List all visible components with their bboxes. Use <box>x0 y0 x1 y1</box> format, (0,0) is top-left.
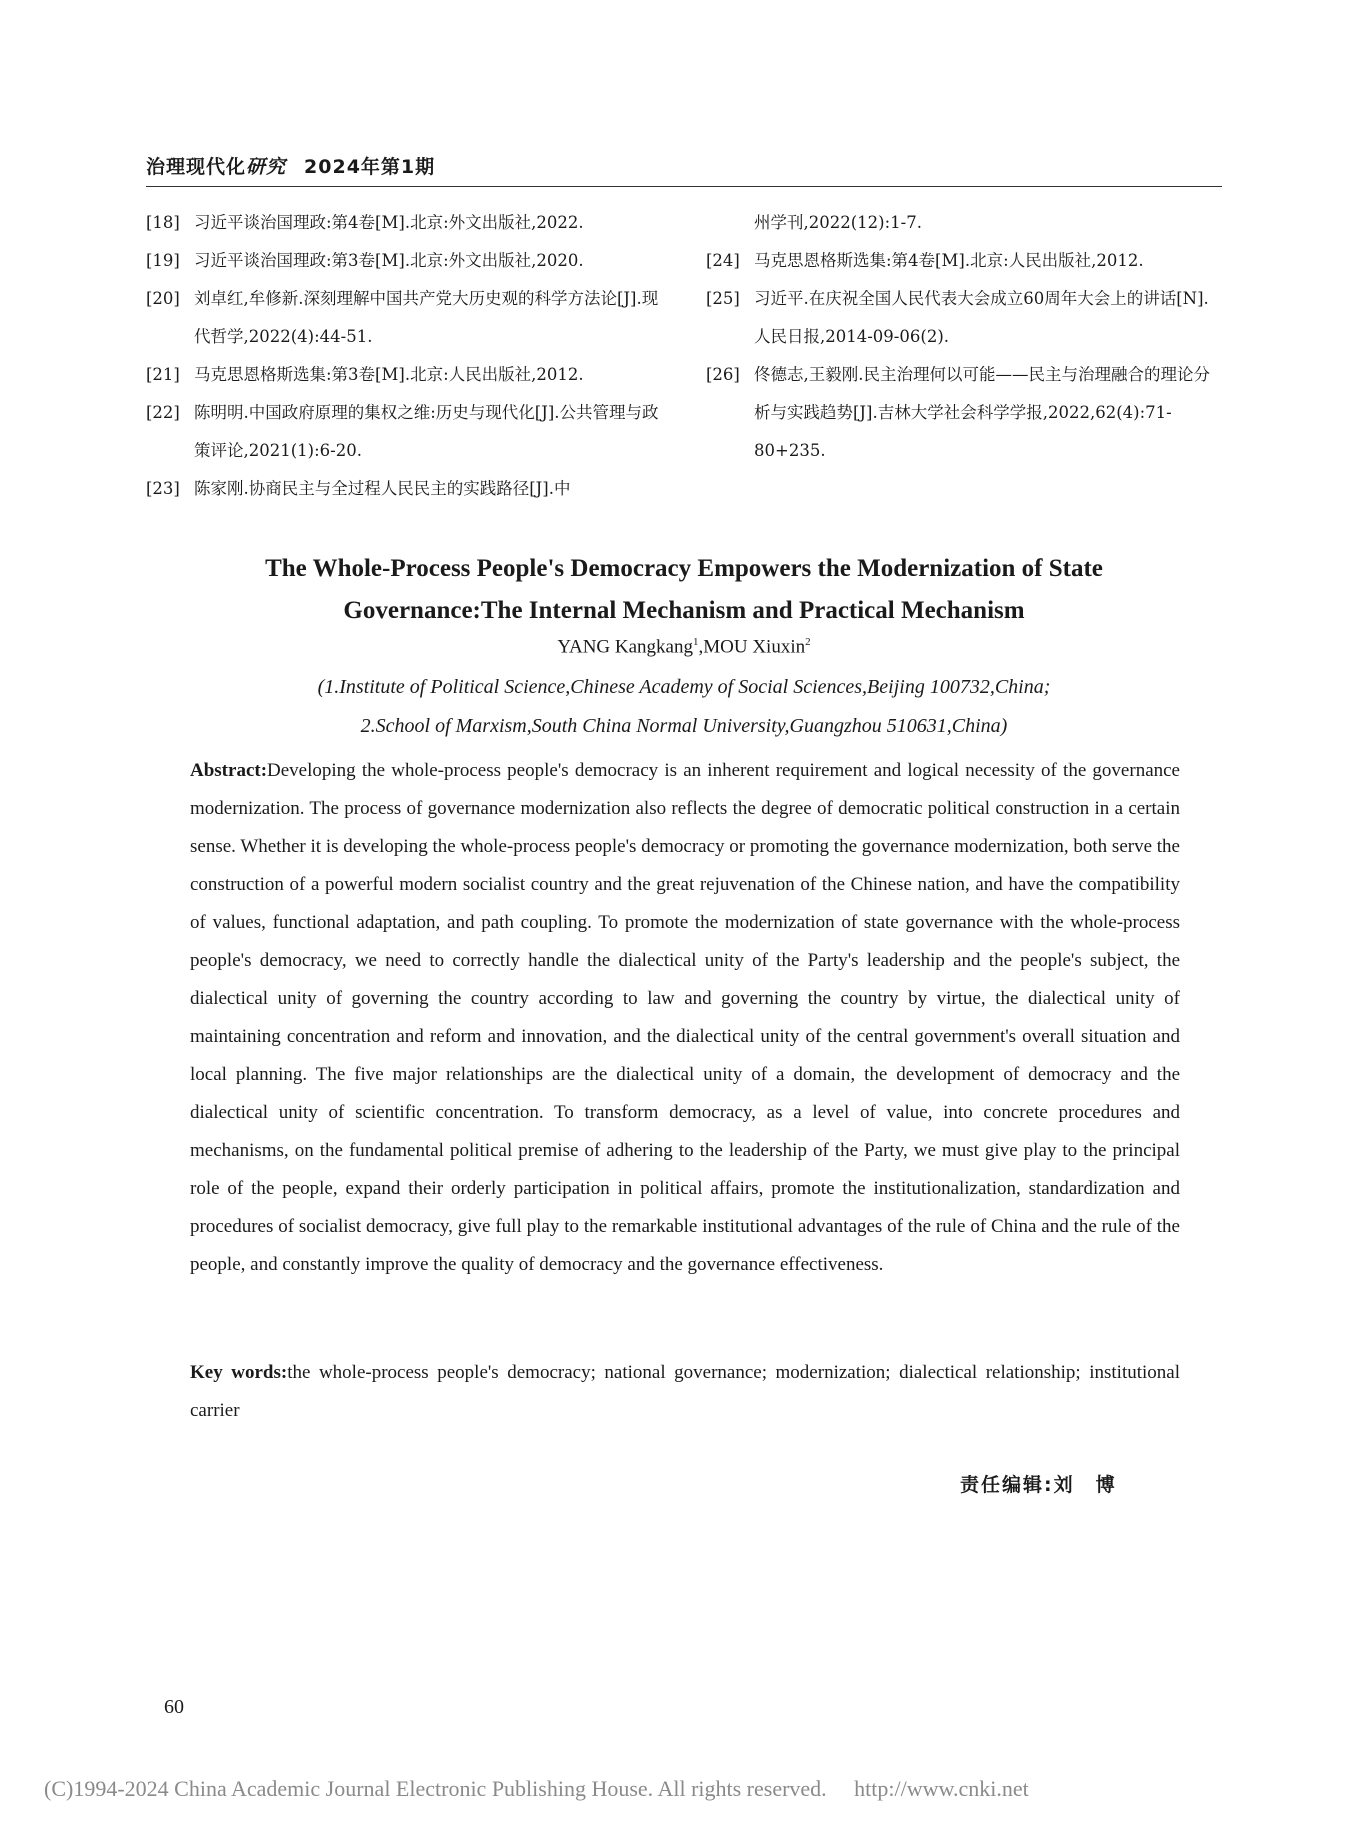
author-name: MOU Xiuxin <box>703 636 806 658</box>
reference-text: 刘卓红,牟修新.深刻理解中国共产党大历史观的科学方法论[J].现代哲学,2022(4):44-51. <box>194 289 659 346</box>
reference-item <box>706 356 1222 470</box>
affiliation-line-2: 2.School of Marxism,South China Normal University,Guangzhou 510631,China) <box>360 715 1008 737</box>
reference-text: 佟德志,王毅刚.民主治理何以可能——民主与治理融合的理论分析与实践趋势[J].吉林大学社会科学学报,2022,62(4):71-80+235. <box>754 365 1210 460</box>
responsible-editor: 责任编辑:刘 博 <box>960 1474 1117 1496</box>
reference-number: [23] <box>146 479 180 498</box>
author-name: YANG Kangkang <box>557 636 693 658</box>
keywords-paragraph <box>190 1354 1180 1430</box>
journal-title: 治理现代化 <box>146 156 247 178</box>
reference-item <box>706 204 1222 242</box>
copyright-watermark: (C)1994-2024 China Academic Journal Electronic Publishing House. All rights reserved. http://www.cnki.net <box>44 1776 1029 1801</box>
reference-item <box>146 204 666 242</box>
reference-number: [26] <box>706 365 740 384</box>
references-right-column <box>706 204 1222 470</box>
abstract-paragraph <box>190 752 1180 1284</box>
reference-item <box>706 280 1222 356</box>
reference-number: [18] <box>146 213 180 232</box>
references-left-column <box>146 204 666 508</box>
author-line <box>146 636 1222 658</box>
reference-item <box>146 394 666 470</box>
reference-item <box>706 242 1222 280</box>
abstract-label: Abstract: <box>190 760 268 781</box>
author-separator: , <box>698 636 704 658</box>
reference-item <box>146 242 666 280</box>
reference-number: [25] <box>706 289 740 308</box>
reference-number: [21] <box>146 365 180 384</box>
affiliation-marker: 2 <box>805 636 811 648</box>
affiliation-line-1: (1.Institute of Political Science,Chinese Academy of Social Sciences,Beijing 100732,China; <box>317 676 1051 698</box>
reference-text: 习近平谈治国理政:第4卷[M].北京:外文出版社,2022. <box>194 213 584 232</box>
reference-item <box>146 470 666 508</box>
reference-text: 陈家刚.协商民主与全过程人民民主的实践路径[J].中 <box>194 479 571 498</box>
reference-number: [24] <box>706 251 740 270</box>
reference-text: 马克思恩格斯选集:第3卷[M].北京:人民出版社,2012. <box>194 365 584 384</box>
abstract-text: Developing the whole-process people's democracy is an inherent requirement and logical necessity of the governance modernization. The process of governance modernization also reflects the degree of democratic political construction in a certain sense. Whether it is developing the whole-process people's democracy or promoting the governance modernization, both serve the construction of a powerful modern socialist country and the great rejuvenation of the Chinese nation, and have the compatibility of values, functional adaptation, and path coupling. To promote the modernization of state governance with the whole-process people's democracy, we need to correctly handle the dialectical unity of the Party's leadership and the people's subject, the dialectical unity of governing the country according to law and governing the country by virtue, the dialectical unity of maintaining concentration and reform and innovation, and the dialectical unity of the central government's overall situation and local planning. The five major relationships are the dialectical unity of a domain, the development of democracy and the dialectical unity of scientific concentration. To transform democracy, as a level of value, into concrete procedures and mechanisms, on the fundamental political premise of adhering to the leadership of the Party, we must give play to the principal role of the people, expand their orderly participation in political affairs, promote the institutionalization, standardization and procedures of socialist democracy, give full play to the remarkable institutional advantages of the rule of China and the rule of the people, and constantly improve the quality of democracy and the governance effectiveness. <box>190 760 1180 1275</box>
reference-number: [20] <box>146 289 180 308</box>
page-number: 60 <box>164 1696 184 1718</box>
journal-issue-line <box>146 152 435 179</box>
keywords-label: Key words: <box>190 1362 288 1383</box>
english-title <box>146 548 1222 632</box>
reference-text: 习近平谈治国理政:第3卷[M].北京:外文出版社,2020. <box>194 251 584 270</box>
reference-text: 陈明明.中国政府原理的集权之维:历史与现代化[J].公共管理与政策评论,2021(1):6-20. <box>194 403 659 460</box>
reference-text: 州学刊,2022(12):1-7. <box>754 213 922 232</box>
reference-text: 马克思恩格斯选集:第4卷[M].北京:人民出版社,2012. <box>754 251 1144 270</box>
reference-number <box>706 204 754 242</box>
reference-item <box>146 280 666 356</box>
issue-label: 2024年第1期 <box>304 156 436 178</box>
title-line-2: Governance:The Internal Mechanism and Practical Mechanism <box>343 597 1025 624</box>
reference-number: [22] <box>146 403 180 422</box>
affiliation-marker: 1 <box>693 636 699 648</box>
reference-number: [19] <box>146 251 180 270</box>
reference-text: 习近平.在庆祝全国人民代表大会成立60周年大会上的讲话[N].人民日报,2014-09-06(2). <box>754 289 1209 346</box>
running-header <box>146 150 1222 187</box>
journal-title-calligraphy: 研究 <box>246 156 287 178</box>
keywords-text: the whole-process people's democracy; national governance; modernization; dialectical relationship; institutional carrier <box>190 1362 1180 1421</box>
reference-item <box>146 356 666 394</box>
title-line-1: The Whole-Process People's Democracy Empowers the Modernization of State <box>265 555 1103 582</box>
